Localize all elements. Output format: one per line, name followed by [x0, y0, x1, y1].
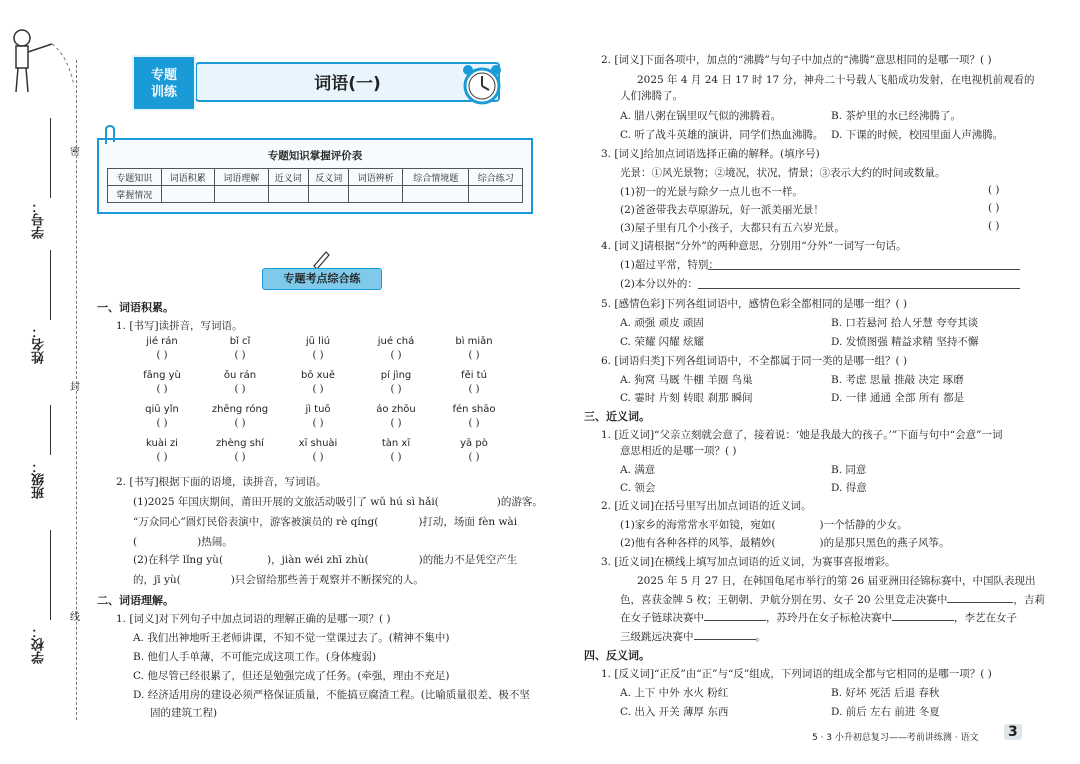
- table-header-cell: 词语积累: [161, 169, 215, 186]
- question-11-line-2: [620, 592, 1045, 607]
- context-text: (2)在科学 lǐng yù(: [133, 554, 224, 566]
- pinyin-item: qiū yǐn: [145, 404, 179, 415]
- question-2-line-5: [133, 572, 424, 587]
- question-7: 5. [感情色彩]下列各组词语中，感情色彩全都相同的是哪一组？( ): [601, 298, 908, 310]
- answer-blank[interactable]: ( ): [468, 418, 480, 429]
- row-label-cell: 掌握情况: [108, 186, 162, 203]
- context-text: )的是那只黑色的燕子风筝。: [819, 537, 950, 549]
- pinyin-item: fěi tú: [461, 370, 487, 381]
- answer-blank[interactable]: ( ): [312, 418, 324, 429]
- table-header-cell: 词语理解: [215, 169, 269, 186]
- page-number: 3: [1004, 724, 1022, 740]
- question-5-item-2: (2)爸爸带我去草原游玩，好一派美丽光景！: [620, 204, 824, 216]
- context-text: (2)他有各种各样的风筝，最精妙(: [620, 537, 776, 549]
- question-11-line-4: [620, 629, 766, 644]
- question-7-option-b[interactable]: B. 口若悬河 拾人牙慧 夸夸其谈: [831, 317, 979, 329]
- context-text: ，苏玲丹在女子标枪决赛中: [766, 612, 892, 624]
- pinyin-item: fén shāo: [452, 404, 496, 415]
- topic-tag: 专题 训练: [132, 55, 196, 111]
- table-header-cell: 综合情境题: [402, 169, 469, 186]
- question-9-option-a[interactable]: A. 满意: [620, 464, 656, 476]
- question-8-option-a[interactable]: A. 狗窝 马厩 牛棚 羊圈 鸟巢: [620, 374, 753, 386]
- answer-blank[interactable]: ( ): [988, 184, 1000, 196]
- section-heading-synonyms: 三、近义词。: [584, 410, 650, 423]
- answer-blank[interactable]: ( ): [234, 384, 246, 395]
- question-6: 4. [词义]请根据“分外”的两种意思，分别用“分外”一词写一句话。: [601, 240, 907, 252]
- question-7-option-a[interactable]: A. 顽强 顽皮 顽固: [620, 317, 704, 329]
- answer-blank[interactable]: ( ): [312, 452, 324, 463]
- answer-blank[interactable]: ( ): [390, 350, 402, 361]
- seal-char-feng: 封: [70, 382, 80, 393]
- question-2-line-2: [133, 514, 517, 529]
- question-6-item-2: (2)本分以外的：: [620, 278, 698, 290]
- context-text: 。: [755, 631, 766, 643]
- context-text: )，jiàn wéi zhī zhù(: [267, 554, 369, 566]
- pinyin-item: bō xuē: [300, 370, 336, 381]
- table-header-cell: 专题知识: [108, 169, 162, 186]
- context-text: ，吉莉: [1013, 594, 1045, 606]
- context-text: (: [133, 536, 138, 548]
- score-cell[interactable]: [469, 186, 523, 203]
- table-header-cell: 综合练习: [469, 169, 523, 186]
- seal-char-mi: 密: [70, 147, 80, 158]
- table-header-cell: 词语辨析: [349, 169, 403, 186]
- answer-blank[interactable]: ( ): [234, 418, 246, 429]
- answer-blank[interactable]: ( ): [390, 452, 402, 463]
- answer-blank[interactable]: [694, 639, 756, 640]
- question-4-sentence: 2025 年 4 月 24 日 17 时 17 分，神舟二十号载人飞船成功发射，在电视机前观看的: [637, 74, 1035, 86]
- pinyin-item: tàn xī: [381, 438, 411, 449]
- answer-blank[interactable]: ( ): [234, 452, 246, 463]
- class-label: 班级：: [32, 460, 47, 499]
- question-3-option-d-cont: 固的建筑工程): [150, 707, 218, 719]
- question-2-line-3: [133, 534, 233, 549]
- context-text: )一个恬静的少女。: [819, 519, 908, 531]
- name-label: 姓名：: [32, 325, 47, 364]
- question-5-item-1: (1)初一的光景与除夕一点儿也不一样。: [620, 186, 803, 198]
- question-7-option-d[interactable]: D. 发愤图强 精益求精 坚持不懈: [831, 336, 979, 348]
- answer-blank[interactable]: ( ): [156, 452, 168, 463]
- table-row: [108, 186, 523, 203]
- pinyin-item: yā pò: [460, 438, 488, 449]
- question-8: 6. [词语归类]下列各组词语中，不全都属于同一类的是哪一组？( ): [601, 355, 908, 367]
- pinyin-item: jì tuō: [305, 404, 331, 415]
- pinyin-item: zhēng róng: [211, 404, 269, 415]
- question-4: 2. [词义]下面各项中，加点的“沸腾”与句子中加点的“沸腾”意思相同的是哪一项？( ): [601, 54, 992, 66]
- class-line: [50, 405, 51, 455]
- score-cell[interactable]: [402, 186, 469, 203]
- question-3-option-b[interactable]: B. 他们人手单薄，不可能完成这项工作。(身体瘦弱): [133, 651, 377, 663]
- answer-blank[interactable]: ( ): [234, 350, 246, 361]
- question-8-option-b[interactable]: B. 考虑 思量 推敲 决定 琢磨: [831, 374, 964, 386]
- context-text: 在女子链球决赛中: [620, 612, 704, 624]
- context-text: ，李艺在女子: [954, 612, 1017, 624]
- question-3-option-d[interactable]: D. 经济适用房的建设必须严格保证质量，不能搞豆腐渣工程。(比喻质量很差、极不坚: [133, 689, 530, 701]
- answer-blank[interactable]: ( ): [156, 418, 168, 429]
- question-2: 2. [书写]根据下面的语境，读拼音，写词语。: [116, 476, 327, 488]
- writing-line[interactable]: [708, 269, 1020, 270]
- question-9-option-c[interactable]: C. 领会: [620, 482, 656, 494]
- score-cell[interactable]: [161, 186, 215, 203]
- question-4-sentence-cont: 人们沸腾了。: [620, 90, 683, 102]
- answer-blank[interactable]: ( ): [468, 350, 480, 361]
- section-heading-understanding: 二、词语理解。: [97, 594, 174, 607]
- question-12-option-b[interactable]: B. 好坏 死活 后退 春秋: [831, 687, 940, 699]
- context-text: )的能力不是凭空产生: [418, 554, 518, 566]
- question-6-item-1: (1)超过平常，特别：: [620, 259, 719, 271]
- score-cell[interactable]: [308, 186, 348, 203]
- question-3-option-c[interactable]: C. 他尽管已经很累了，但还是勉强完成了任务。(牵强，理由不充足): [133, 670, 450, 682]
- context-text: (1)家乡的海常常水平如镜，宛如(: [620, 519, 776, 531]
- answer-blank[interactable]: [892, 620, 954, 621]
- question-12-option-d[interactable]: D. 前后 左右 前进 冬夏: [831, 706, 940, 718]
- student-id-line: [50, 118, 51, 198]
- evaluation-grid: [107, 168, 523, 203]
- question-7-option-c[interactable]: C. 荣耀 闪耀 炫耀: [620, 336, 705, 348]
- context-text: )打动，场面 fèn wài: [418, 516, 518, 528]
- pinyin-item: jué chá: [377, 336, 415, 347]
- question-5-definition: 光景：①风光景物；②境况，状况，情景；③表示大约的时间或数量。: [620, 167, 946, 179]
- answer-blank[interactable]: ( ): [468, 384, 480, 395]
- question-4-option-c[interactable]: C. 听了战斗英雄的演讲，同学们热血沸腾。: [620, 129, 824, 141]
- question-1: 1. [书写]读拼音，写词语。: [116, 320, 243, 332]
- pinyin-item: zhèng shí: [216, 438, 264, 449]
- answer-blank[interactable]: [947, 602, 1013, 603]
- context-text: )的游客。: [496, 496, 543, 508]
- pinyin-item: bǐ cǐ: [229, 336, 251, 347]
- question-4-option-b[interactable]: B. 茶炉里的水已经沸腾了。: [831, 110, 961, 122]
- table-header-cell: 近义词: [268, 169, 308, 186]
- name-line: [50, 250, 51, 320]
- pencil-icon: [310, 248, 332, 270]
- question-5-item-3: (3)屋子里有几个小孩子，大都只有五六岁光景。: [620, 222, 845, 234]
- student-id-label: 学号：: [32, 200, 47, 239]
- question-12-option-c[interactable]: C. 出入 开关 薄厚 东西: [620, 706, 729, 718]
- question-8-option-d[interactable]: D. 一律 通通 全部 所有 都是: [831, 392, 965, 404]
- answer-blank[interactable]: ( ): [988, 220, 1000, 232]
- question-2-line-1: [133, 494, 543, 509]
- question-9-option-d[interactable]: D. 得意: [831, 482, 867, 494]
- answer-blank[interactable]: ( ): [156, 350, 168, 361]
- question-10-item-2: [620, 535, 950, 550]
- section-heading-vocabulary: 一、词语积累。: [97, 301, 174, 314]
- question-8-option-c[interactable]: C. 霎时 片刻 转眼 刹那 瞬间: [620, 392, 753, 404]
- page-title: 词语(一): [195, 62, 500, 102]
- answer-blank[interactable]: ( ): [312, 350, 324, 361]
- school-label: 学校：: [32, 625, 47, 664]
- question-9: 1. [近义词]“父亲立刻就会意了，接着说：‘她是我最大的孩子。’”下面与句中“会意”一词: [601, 429, 1003, 441]
- question-9-option-b[interactable]: B. 同意: [831, 464, 867, 476]
- context-text: (1)2025 年国庆期间，莆田开展的文旅活动吸引了 wǔ hú sì hǎi(: [133, 496, 439, 508]
- question-4-option-a[interactable]: A. 腊八粥在锅里叹气似的沸腾着。: [620, 110, 782, 122]
- question-9-cont: 意思相近的是哪一项？( ): [620, 445, 737, 457]
- paperclip-icon: [100, 124, 124, 148]
- footer-text: 5 · 3 小升初总复习——考前讲练测 · 语文: [812, 733, 979, 743]
- alarm-clock-icon: [458, 62, 506, 108]
- pinyin-item: jū liú: [305, 336, 331, 347]
- seal-char-xian: 线: [70, 612, 80, 623]
- context-text: )热闹。: [197, 536, 233, 548]
- school-line: [50, 530, 51, 620]
- question-10-item-1: [620, 517, 908, 532]
- pinyin-item: bì miǎn: [455, 336, 493, 347]
- answer-blank[interactable]: ( ): [156, 384, 168, 395]
- pinyin-item: kuài zi: [146, 438, 178, 449]
- pinyin-item: fāng yù: [143, 370, 181, 381]
- question-11-line-1: 2025 年 5 月 27 日，在韩国龟尾市举行的第 26 届亚洲田径锦标赛中，中国队表现出: [637, 575, 1036, 587]
- table-row: [108, 169, 523, 186]
- answer-blank[interactable]: [704, 620, 766, 621]
- evaluation-table-title: 专题知识掌握评价表: [267, 150, 363, 162]
- question-5: 3. [词义]给加点词语选择正确的解释。(填序号): [601, 148, 820, 160]
- question-11-line-3: [620, 610, 1017, 625]
- score-cell[interactable]: [349, 186, 403, 203]
- context-text: 的，jī yù(: [133, 574, 181, 586]
- question-12: 1. [反义词]“正反”由“正”与“反”组成，下列词语的组成全都与它相同的是哪一项？( ): [601, 668, 992, 680]
- score-cell[interactable]: [268, 186, 308, 203]
- answer-blank[interactable]: ( ): [390, 418, 402, 429]
- pinyin-item: jié rán: [146, 336, 178, 347]
- pinyin-item: ǒu rán: [223, 370, 257, 381]
- context-text: “万众同心”圆灯民俗表演中，游客被演员的 rè qíng(: [133, 516, 379, 528]
- binding-sidebar: [0, 0, 92, 764]
- section-heading-antonyms: 四、反义词。: [584, 649, 650, 662]
- answer-blank[interactable]: ( ): [468, 452, 480, 463]
- answer-blank[interactable]: ( ): [390, 384, 402, 395]
- answer-blank[interactable]: ( ): [988, 202, 1000, 214]
- question-3: 1. [词义]对下列句子中加点词语的理解正确的是哪一项？( ): [116, 613, 391, 625]
- question-11: 3. [近义词]在横线上填写加点词语的近义词，为赛事喜报增彩。: [601, 556, 896, 568]
- context-text: )只会留给那些善于观察并不断探究的人。: [230, 574, 424, 586]
- question-10: 2. [近义词]在括号里写出加点词语的近义词。: [601, 500, 812, 512]
- question-2-line-4: [133, 552, 517, 567]
- pinyin-item: xī shuài: [298, 438, 338, 449]
- score-cell[interactable]: [215, 186, 269, 203]
- table-header-cell: 反义词: [308, 169, 348, 186]
- evaluation-table: [97, 138, 533, 214]
- answer-blank[interactable]: ( ): [312, 384, 324, 395]
- context-text: 色，喜获金牌 5 枚；王朝朝、尹航分别在男、女子 20 公里竞走决赛中: [620, 594, 948, 606]
- section-ribbon: 专题考点综合练: [262, 268, 382, 290]
- pinyin-item: pí jìng: [380, 370, 412, 381]
- cartoon-figure-icon: [4, 26, 74, 106]
- pinyin-item: áo zhōu: [376, 404, 416, 415]
- question-12-option-a[interactable]: A. 上下 中外 水火 粉红: [620, 687, 729, 699]
- question-3-option-a[interactable]: A. 我们出神地听王老师讲课，不知不觉一堂课过去了。(精神不集中): [133, 632, 450, 644]
- writing-line[interactable]: [698, 288, 1020, 289]
- context-text: 三级跳远决赛中: [620, 631, 694, 643]
- question-4-option-d[interactable]: D. 下课的时候，校园里面人声沸腾。: [831, 129, 1004, 141]
